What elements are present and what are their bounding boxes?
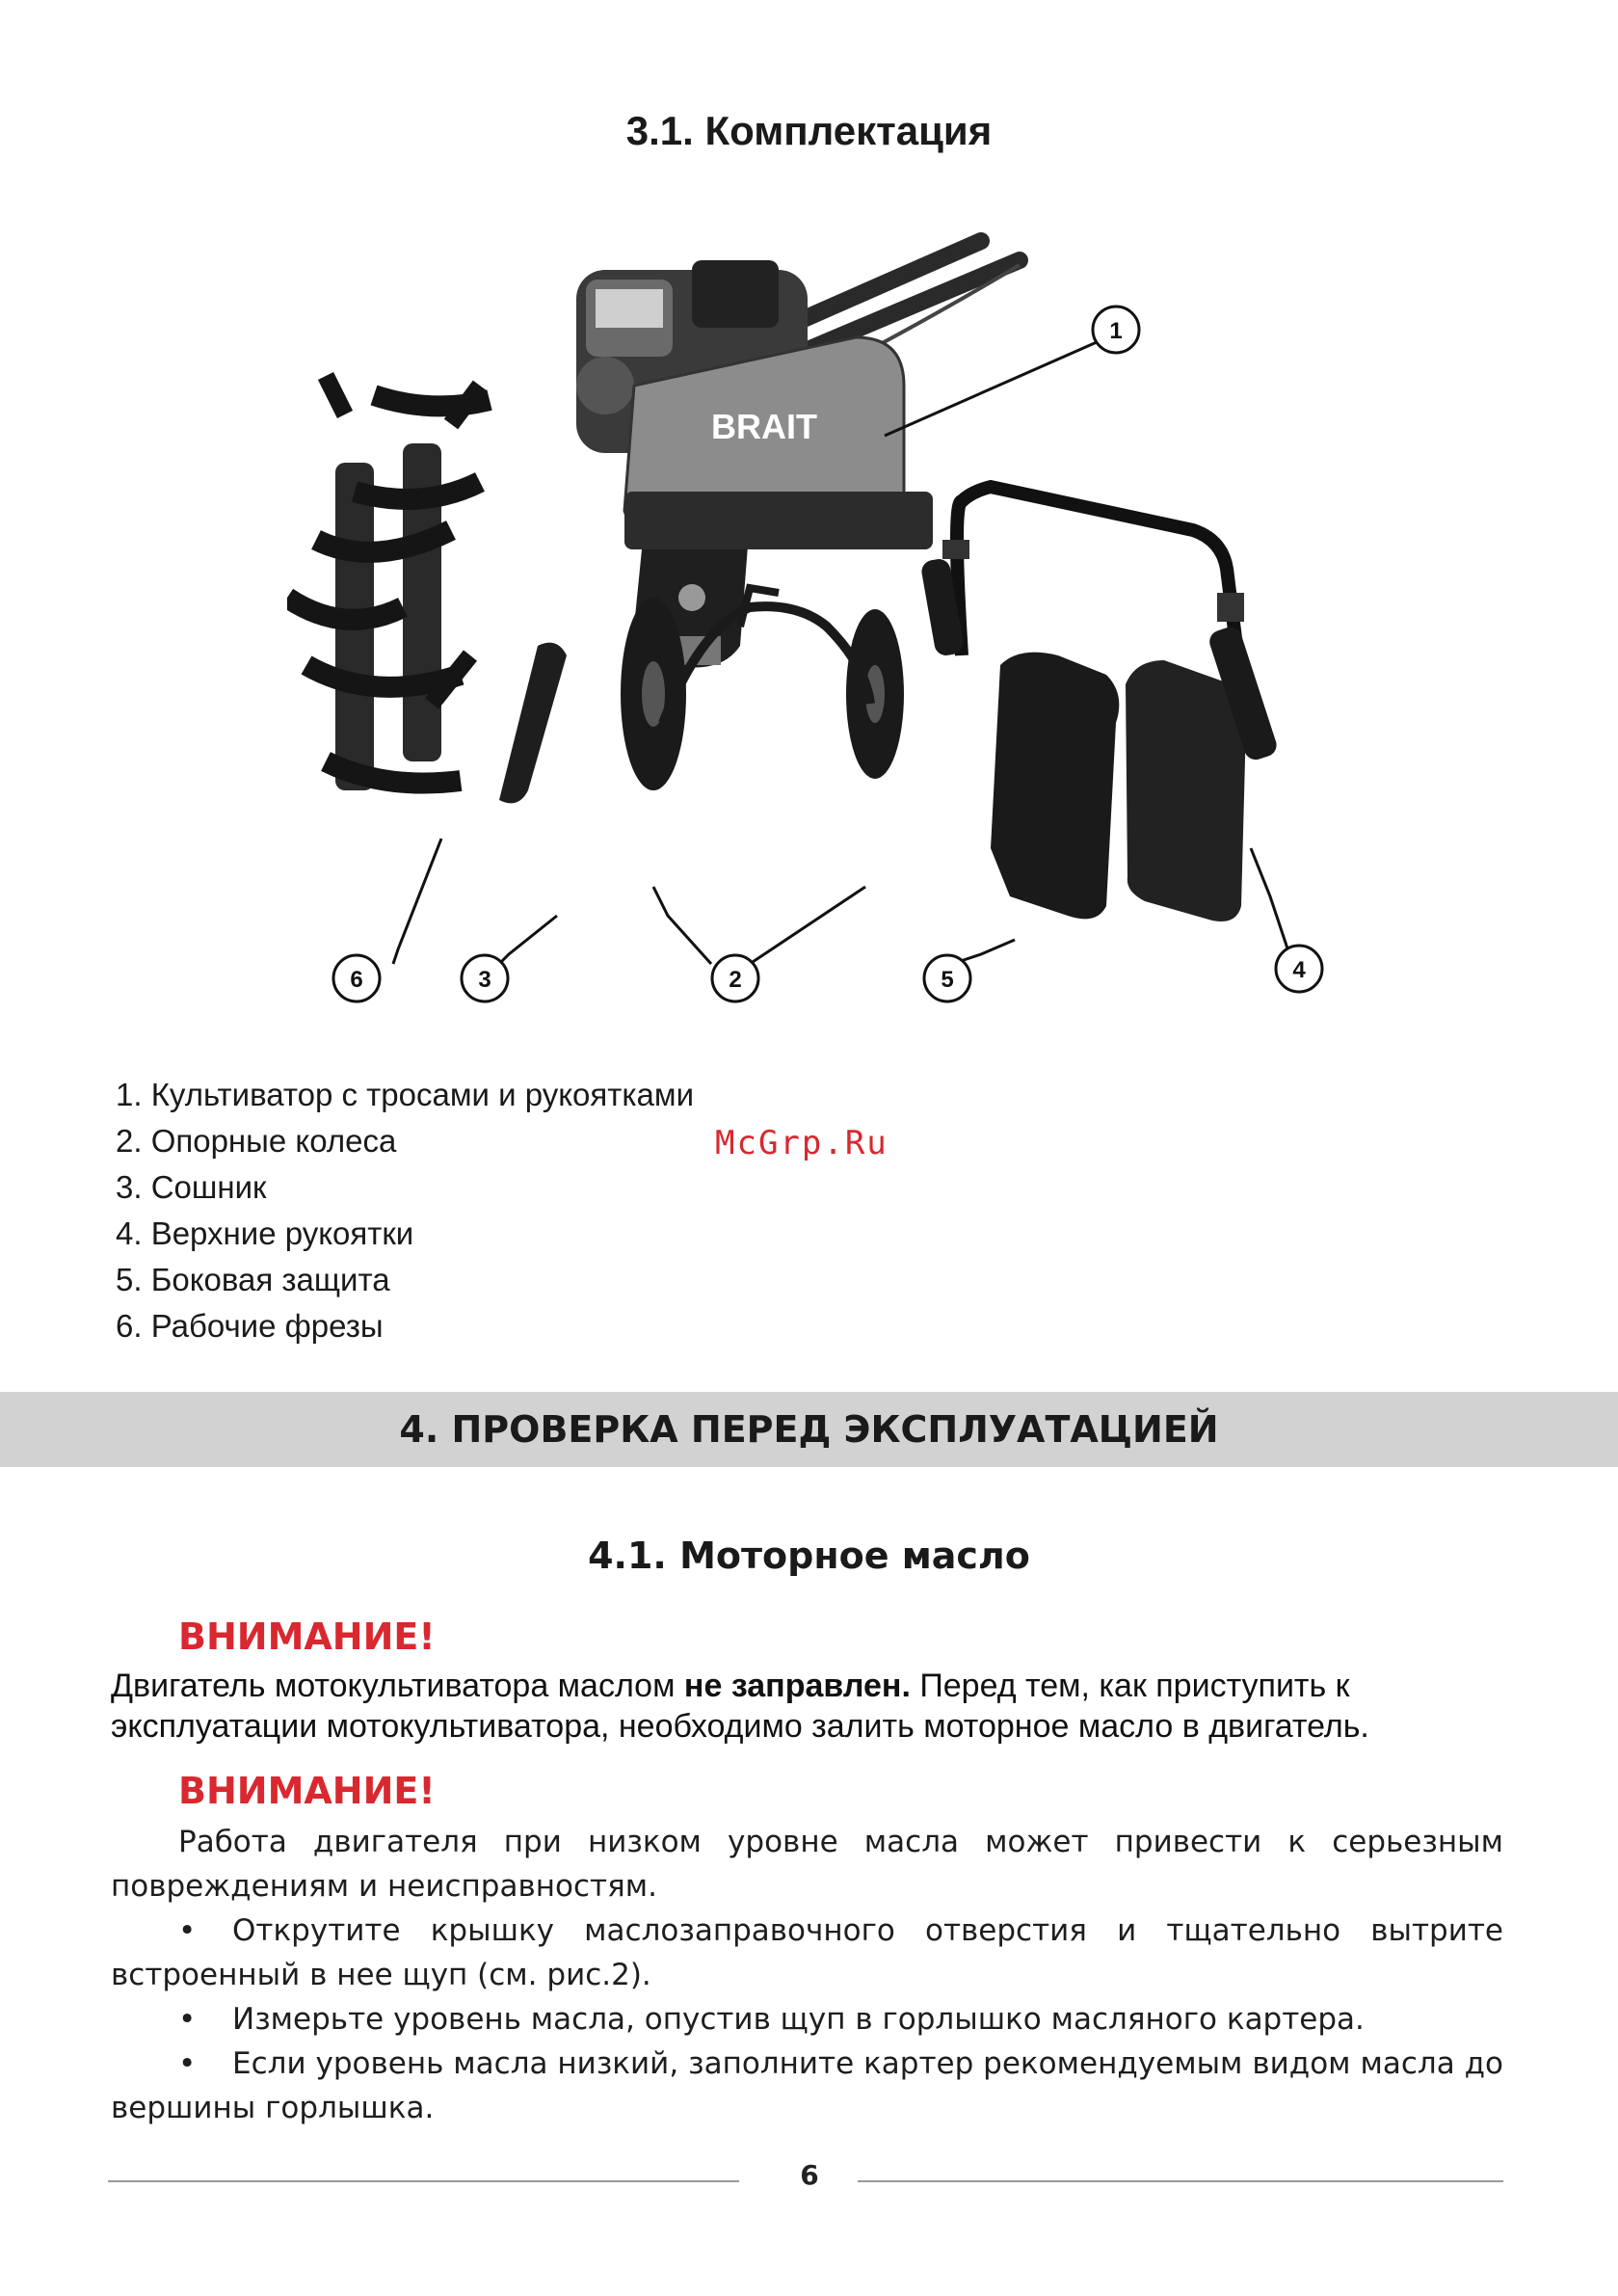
list-item: 3. Сошник	[116, 1169, 267, 1205]
section-4-band	[0, 1392, 1618, 1467]
section-4-title: 4. ПРОВЕРКА ПЕРЕД ЭКСПЛУАТАЦИЕЙ	[399, 1408, 1219, 1451]
callout-1	[1093, 307, 1139, 353]
svg-text:5: 5	[941, 967, 954, 993]
bullet-item: • Если уровень масла низкий, заполните картер рекомендуемым видом масла до вершины горлышка.	[111, 2046, 1503, 2125]
svg-text:1: 1	[1109, 318, 1123, 344]
callout-5	[924, 955, 970, 1001]
svg-text:2: 2	[729, 967, 742, 993]
callout-3	[462, 955, 508, 1001]
bullet-item: • Открутите крышку маслозаправочного отверстия и тщательно вытрите встроенный в нее щуп (см. рис.2).	[111, 1913, 1503, 1992]
coulter-illustration	[499, 643, 567, 804]
watermark: McGrp.Ru	[715, 1124, 889, 1162]
list-item: 5. Боковая защита	[116, 1262, 390, 1297]
section-3-1-title: 3.1. Комплектация	[625, 108, 993, 153]
list-item: 4. Верхние рукоятки	[116, 1215, 414, 1251]
warning-label-2: ВНИМАНИЕ!	[178, 1770, 436, 1812]
equipment-figure	[287, 222, 1328, 1012]
callout-6	[333, 955, 380, 1001]
footer-rule-left	[108, 2180, 739, 2182]
parts-list	[116, 1072, 694, 1349]
warning-1-text: Двигатель мотокультиватора маслом не заправлен. Перед тем, как приступить к эксплуатации мотокультиватора, необходимо залить моторное масло в двигатель.	[111, 1668, 1369, 1745]
footer-rule-right	[858, 2180, 1503, 2182]
brand-logo: BRAIT	[711, 407, 817, 446]
list-item: 2. Опорные колеса	[116, 1123, 397, 1159]
svg-text:3: 3	[478, 967, 491, 993]
list-item: 1. Культиватор с тросами и рукоятками	[116, 1077, 695, 1112]
wheels-illustration	[621, 588, 904, 790]
warning-2-body	[111, 1820, 1503, 2130]
side-guards-illustration	[991, 653, 1247, 921]
page-number: 6	[800, 2159, 819, 2191]
callout-2	[712, 955, 758, 1001]
svg-text:4: 4	[1292, 957, 1306, 983]
list-item: 6. Рабочие фрезы	[116, 1308, 384, 1344]
callout-4	[1276, 946, 1322, 992]
section-4-1-title: 4.1. Моторное масло	[588, 1535, 1030, 1577]
svg-text:6: 6	[350, 967, 363, 993]
tillers-illustration	[287, 376, 490, 790]
warning-2-paragraph: Работа двигателя при низком уровне масла может привести к серьезным повреждениям и неисправностям.	[111, 1825, 1503, 1904]
warning-label-1: ВНИМАНИЕ!	[178, 1615, 436, 1658]
bullet-item: • Измерьте уровень масла, опустив щуп в горлышко масляного картера.	[178, 2002, 1365, 2037]
